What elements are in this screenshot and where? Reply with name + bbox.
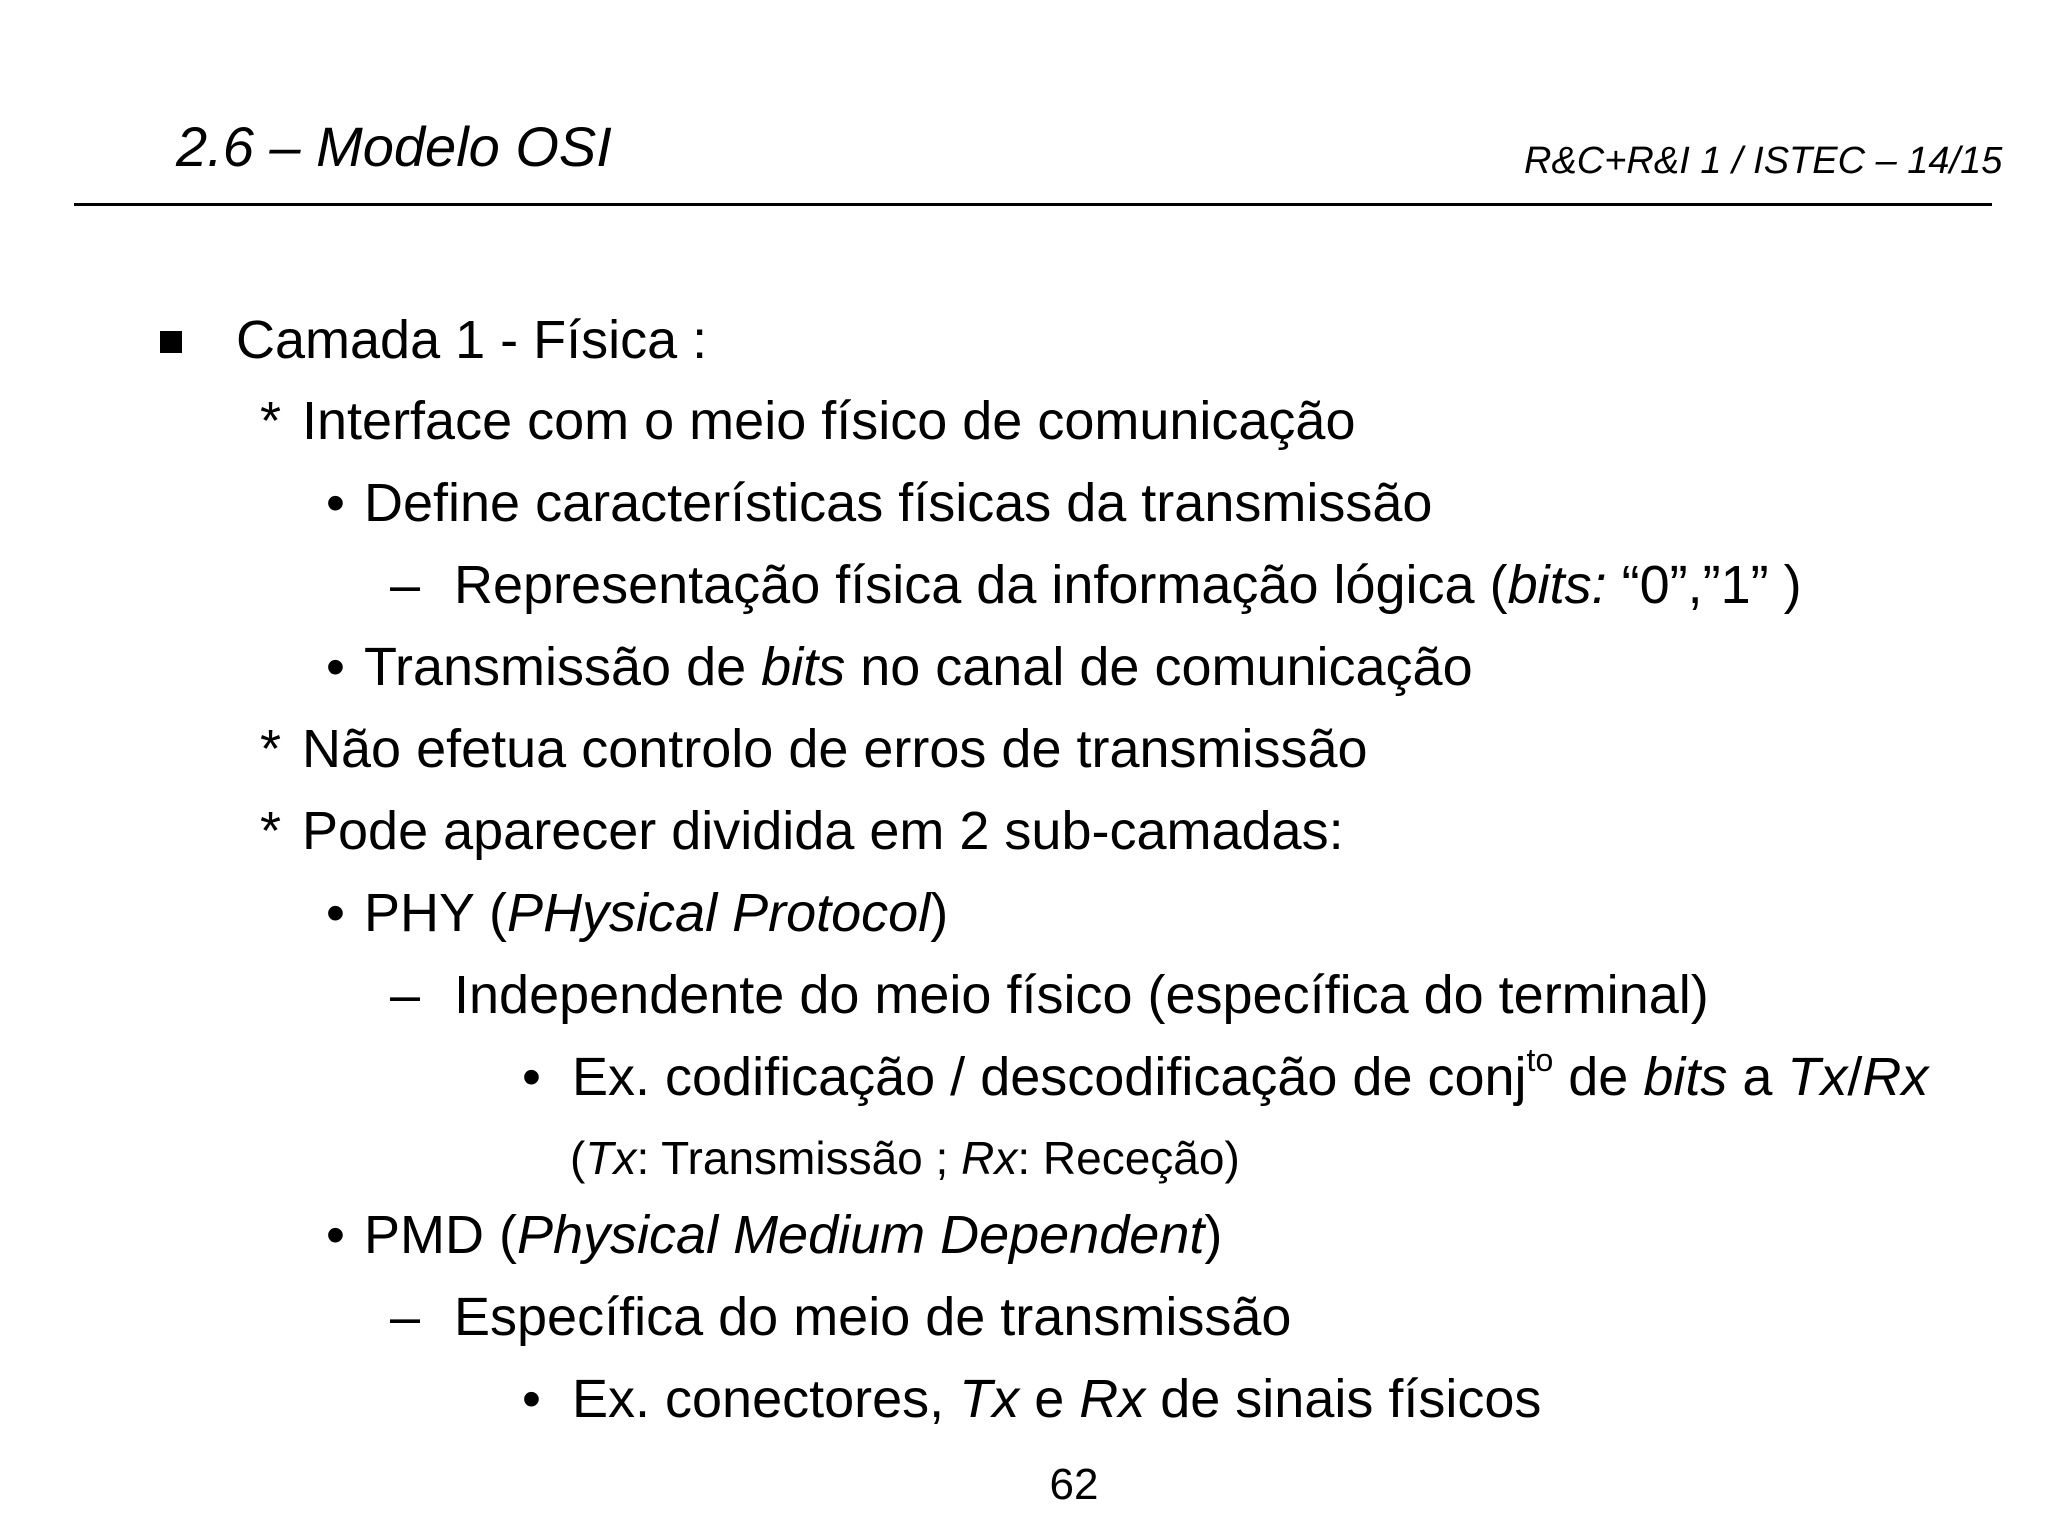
superscript: to [1526,1042,1554,1078]
asterisk-marker: * [260,801,282,861]
text-part: Transmissão de [364,637,762,697]
bullet-marker: • [326,637,345,697]
text-italic: bits: [1507,555,1607,615]
text-part: Representação física da informação lógica ( [454,555,1508,615]
text-italic: bits [761,637,846,697]
bullet-marker: • [522,1369,541,1429]
text-part: no canal de comunicação [845,637,1473,697]
text-part: : Transmissão ; [636,1132,962,1184]
item-text: Independente do meio físico (específica do terminal) [454,965,1709,1025]
item-text [572,1042,1928,1112]
bullet-text: Camada 1 - Física : [236,310,708,370]
text-part: ( [570,1132,586,1184]
text-part: : Receção) [1017,1132,1240,1184]
text-part: PHY ( [364,883,508,943]
bullet-marker: • [522,1047,541,1107]
item-text [454,550,1802,620]
slide-title: 2.6 – Modelo OSI [176,115,612,178]
text-part: de [1553,1047,1644,1107]
dash-marker: – [390,555,421,615]
item-text: Define características físicas da transmissão [364,473,1433,533]
text-italic: Physical Medium Dependent [516,1205,1205,1265]
item-text: Interface com o meio físico de comunicação [302,391,1356,451]
text-part: de sinais físicos [1145,1369,1542,1429]
text-part: / [1847,1047,1863,1107]
text-part: PMD ( [364,1205,517,1265]
text-italic: Tx [585,1132,637,1184]
item-text [572,1364,1541,1434]
text-italic: Tx [1787,1047,1848,1107]
bullet-marker: • [326,883,345,943]
text-italic: Rx [1862,1047,1929,1107]
text-part: “0”,”1” ) [1606,555,1802,615]
item-text [364,878,948,948]
text-part: ) [930,883,949,943]
text-italic: Rx [961,1132,1018,1184]
text-italic: Tx [959,1369,1020,1429]
item-text: Específica do meio de transmissão [454,1287,1292,1347]
text-part: Ex. conectores, [572,1369,960,1429]
text-part: Ex. codificação / descodificação de conj [572,1047,1527,1107]
item-text: Não efetua controlo de erros de transmissão [302,719,1368,779]
dash-marker: – [390,1287,421,1347]
bullet-marker: • [326,1205,345,1265]
item-text: Pode aparecer dividida em 2 sub-camadas: [302,801,1344,861]
item-text [364,1200,1222,1270]
asterisk-marker: * [260,719,282,779]
asterisk-marker: * [260,391,282,451]
course-code: R&C+R&I 1 / ISTEC – 14/15 [1524,140,2003,182]
text-italic: bits [1643,1047,1728,1107]
text-part: e [1019,1369,1080,1429]
text-part: a [1727,1047,1788,1107]
text-part: ) [1204,1205,1223,1265]
dash-marker: – [390,965,421,1025]
text-italic: PHysical Protocol [507,883,931,943]
item-tx-rx-legend [570,1128,1240,1188]
item-text [364,632,1473,702]
square-bullet-icon [160,331,182,353]
bullet-marker: • [326,473,345,533]
text-italic: Rx [1079,1369,1146,1429]
page-number: 62 [1049,1460,1099,1509]
